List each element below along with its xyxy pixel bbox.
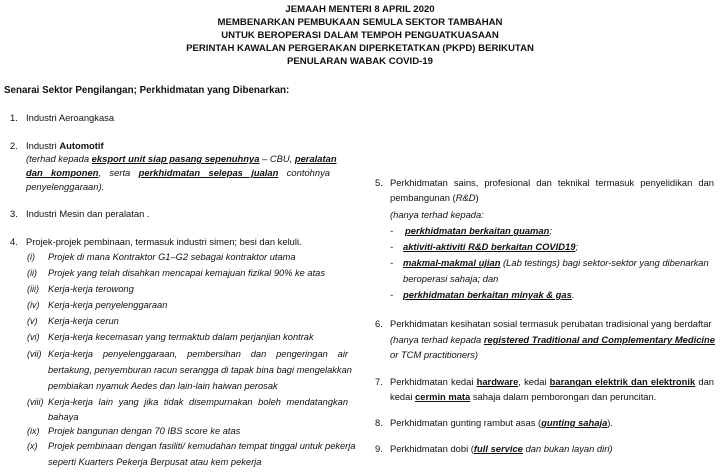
bullet-3-dash: -: [390, 257, 394, 268]
sub-viii-text-2: bahaya: [48, 412, 79, 422]
item-5-line-2: [390, 192, 479, 204]
item-7-1e: dan: [695, 376, 715, 387]
bullet-2-rest: ;: [575, 241, 579, 252]
item-7-1d: barangan elektrik dan elektronik: [549, 376, 696, 387]
item-1-number: 1.: [10, 112, 18, 123]
item-7-2b: cermin mata: [415, 391, 471, 402]
bullet-2-text: [403, 241, 578, 253]
item-6-line-2a: (hanya terhad kepada: [390, 334, 484, 345]
item-6-line-3: or TCM practitioners): [390, 349, 479, 360]
sub-i-number: (i): [27, 252, 35, 262]
header-line-3: UNTUK BEROPERASI DALAM TEMPOH PENGUATKUASAAN: [221, 30, 499, 41]
header-line-1: JEMAAH MENTERI 8 APRIL 2020: [285, 4, 435, 15]
sub-x-text-2: seperti Kuarters Pekerja Berpusat atau kem pekerja: [48, 457, 262, 467]
bullet-2-bold: aktiviti-aktiviti R&D berkaitan COVID19: [403, 241, 576, 252]
item-2-note-2d: contohnya: [278, 167, 330, 178]
item-9-c: dan bukan layan diri): [522, 443, 613, 454]
item-7-line-2: [390, 391, 656, 403]
item-5-line-2c: ): [475, 192, 479, 203]
item-2-text-b: Automotif: [59, 140, 104, 151]
item-4-number: 4.: [10, 236, 18, 247]
item-9-text: [390, 443, 613, 455]
header-line-2: MEMBENARKAN PEMBUKAAN SEMULA SEKTOR TAMBAHAN: [217, 17, 503, 28]
item-2-note-line-1: [26, 153, 337, 165]
item-5-line-1: Perkhidmatan sains, profesional dan teknikal termasuk penyelidikan dan: [390, 177, 714, 188]
bullet-4-text: [403, 289, 574, 301]
item-2-note-1c: – CBU,: [259, 153, 295, 164]
sub-iii-text: Kerja-kerja terowong: [48, 284, 134, 294]
item-4-text: Projek-projek pembinaan, termasuk industri simen; besi dan keluli.: [26, 236, 302, 247]
bullet-4-rest: .: [571, 289, 575, 300]
item-6-line-1: Perkhidmatan kesihatan sosial termasuk perubatan tradisional yang berdaftar: [390, 318, 712, 329]
sub-vi-number: (vi): [27, 332, 40, 342]
sub-v-number: (v): [27, 316, 38, 326]
item-2-note-1b: eksport unit siap pasang sepenuhnya: [91, 153, 260, 164]
sub-x-number: (x): [27, 441, 38, 451]
item-5-line-2b: R&D: [455, 192, 476, 203]
sub-ix-number: (ix): [27, 426, 40, 436]
item-2-text-a: Industri: [26, 140, 60, 151]
item-8-a: Perkhidmatan gunting rambut asas (: [390, 417, 542, 428]
item-7-1c: , kedai: [518, 376, 550, 387]
item-8-b: gunting sahaja: [541, 417, 608, 428]
item-6-number: 6.: [375, 318, 383, 329]
sub-v-text: Kerja-kerja cerun: [48, 316, 119, 326]
sub-i-text: Projek di mana Kontraktor G1–G2 sebagai kontraktor utama: [48, 252, 296, 262]
bullet-4-bold: perkhidmatan berkaitan minyak & gas: [403, 289, 572, 300]
item-3-text: Industri Mesin dan peralatan .: [26, 208, 150, 219]
bullet-3-text: [403, 257, 709, 269]
item-8-number: 8.: [375, 417, 383, 428]
item-3-number: 3.: [10, 208, 18, 219]
sub-iii-number: (iii): [27, 284, 39, 294]
item-2-number: 2.: [10, 140, 18, 151]
item-6-line-2: [390, 334, 715, 346]
sub-vii-number: (vii): [27, 349, 42, 359]
item-7-2c: sahaja dalam pemborongan dan peruncitan.: [470, 391, 657, 402]
sub-ii-number: (ii): [27, 268, 37, 278]
item-8-text: [390, 417, 613, 429]
item-5-number: 5.: [375, 177, 383, 188]
item-2-note-2c: perkhidmatan selepas jualan: [138, 167, 279, 178]
bullet-1-rest: ;: [549, 225, 552, 236]
header-line-5: PENULARAN WABAK COVID-19: [286, 56, 434, 67]
item-9-a: Perkhidmatan dobi (: [390, 443, 474, 454]
item-2-note-2a: dan komponen: [26, 167, 99, 178]
item-9-number: 9.: [375, 443, 383, 454]
sub-vii-text-2: bertakung, penyemburan racun serangga di tapak bina bagi mengelakkan: [48, 365, 352, 375]
bullet-1-bold: perkhidmatan berkaitan guaman: [405, 225, 550, 236]
item-7-line-1: [390, 376, 714, 388]
bullet-3-bold: makmal-makmal ujian: [403, 257, 501, 268]
bullet-1-text: [405, 225, 552, 237]
sub-iv-text: Kerja-kerja penyelenggaraan: [48, 300, 168, 310]
bullet-3-rest: (Lab testings) bagi sektor-sektor yang dibenarkan: [500, 257, 709, 268]
sub-iv-number: (iv): [27, 300, 40, 310]
sub-ix-text: Projek bangunan dengan 70 IBS score ke atas: [48, 426, 241, 436]
sub-viii-text-1: Kerja-kerja lain yang jika tidak disempurnakan boleh mendatangkan: [48, 397, 348, 407]
sub-ii-text: Projek yang telah disahkan mencapai kemajuan fizikal 90% ke atas: [48, 268, 326, 278]
item-8-c: ).: [607, 417, 614, 428]
sub-vii-text-1: Kerja-kerja penyelenggaraan, pembersihan dan pengeringan air: [48, 349, 348, 359]
item-2-note-line-2: [26, 167, 330, 179]
item-2-note-1d: peralatan: [294, 153, 337, 164]
item-7-number: 7.: [375, 376, 383, 387]
item-2-note-1a: (terhad kepada: [26, 153, 92, 164]
item-7-1b: hardware: [476, 376, 519, 387]
bullet-3-continuation: beroperasi sahaja; dan: [403, 273, 499, 284]
sub-viii-number: (viii): [27, 397, 44, 407]
item-6-line-2b: registered Traditional and Complementary Medicine: [483, 334, 715, 345]
bullet-2-dash: -: [390, 241, 394, 252]
item-2-text: [26, 140, 104, 152]
bullet-4-dash: -: [390, 289, 394, 300]
item-9-b: full service: [473, 443, 523, 454]
sub-vii-text-3: pembiakan nyamuk Aedes dan lain-lain haiwan perosak: [48, 381, 278, 391]
item-5-line-2a: pembangunan (: [390, 192, 456, 203]
sub-vi-text: Kerja-kerja kecemasan yang termaktub dalam perjanjian kontrak: [48, 332, 314, 342]
item-1-text: Industri Aeroangkasa: [26, 112, 115, 123]
item-7-1a: Perkhidmatan kedai: [390, 376, 477, 387]
item-2-note-line-3: penyelenggaraan).: [26, 181, 105, 192]
bullet-1-dash: -: [390, 225, 394, 236]
header-line-4: PERINTAH KAWALAN PERGERAKAN DIPERKETATKAN (PKPD) BERIKUTAN: [186, 43, 534, 54]
item-2-note-2b: , serta: [98, 167, 139, 178]
item-5-note: (hanya terhad kepada:: [390, 209, 484, 220]
item-7-2a: kedai: [390, 391, 416, 402]
sub-x-text-1: Projek pembinaan dengan fasiliti/ kemudahan tempat tinggal untuk pekerja: [48, 441, 356, 451]
list-heading: Senarai Sektor Pengilangan; Perkhidmatan yang Dibenarkan:: [4, 85, 290, 96]
